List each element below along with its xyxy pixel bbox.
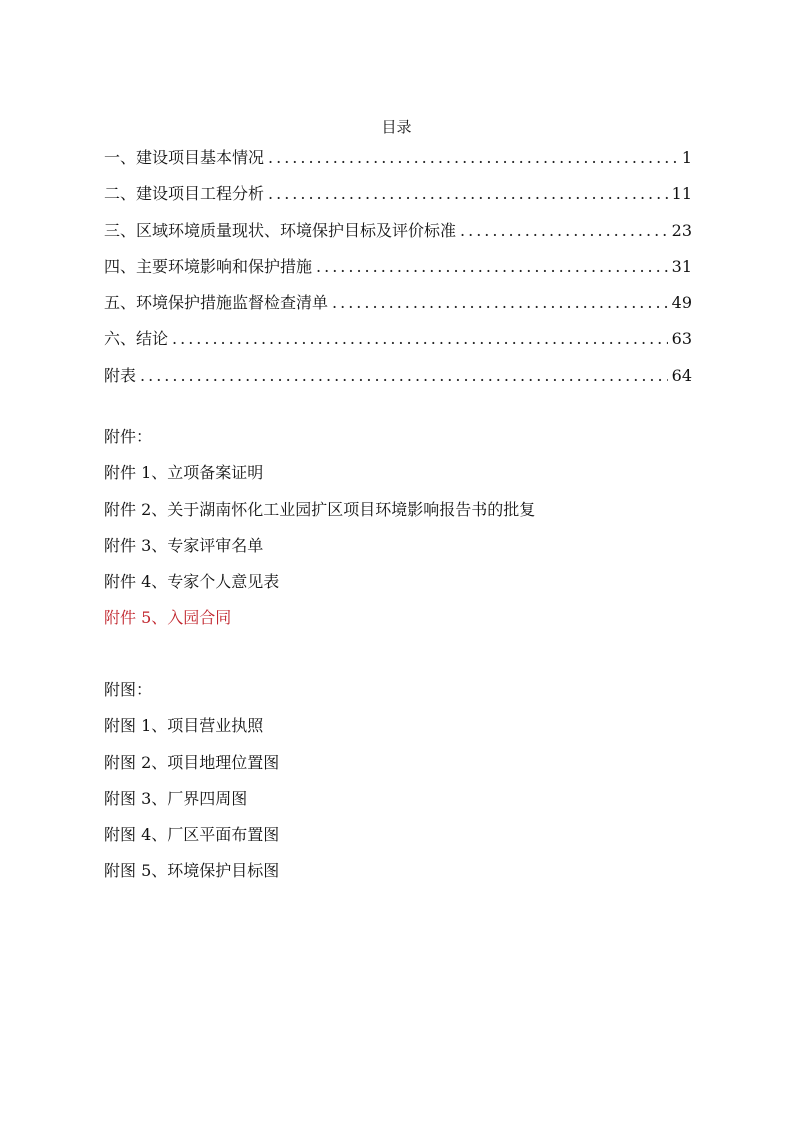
figure-item-4[interactable]: 附图 4、厂区平面布置图 xyxy=(104,825,280,845)
attachments-section xyxy=(104,425,704,643)
figures-section xyxy=(104,678,704,896)
toc-entry-7[interactable] xyxy=(104,364,692,400)
toc-entry-page: 31 xyxy=(671,256,692,276)
toc-entry-page: 63 xyxy=(671,329,692,349)
toc-entry-page: 23 xyxy=(671,220,692,240)
attachment-item-4[interactable]: 附件 4、专家个人意见表 xyxy=(104,572,280,592)
dot-leader xyxy=(268,182,668,206)
toc-entry-label: 六、结论 xyxy=(104,329,169,349)
toc-entry-page: 49 xyxy=(671,293,692,313)
toc-entry-3[interactable] xyxy=(104,219,692,255)
toc-entry-label: 五、环境保护措施监督检查清单 xyxy=(104,293,329,313)
attachments-heading: 附件： xyxy=(104,427,153,446)
toc-entry-page: 1 xyxy=(681,148,692,167)
figures-heading: 附图： xyxy=(104,680,153,699)
toc-entry-2[interactable] xyxy=(104,182,692,218)
toc-entry-1[interactable] xyxy=(104,146,692,182)
table-of-contents xyxy=(104,146,692,400)
attachment-item-1[interactable]: 附件 1、立项备案证明 xyxy=(104,463,264,483)
toc-entry-label: 附表 xyxy=(104,365,137,385)
toc-entry-4[interactable] xyxy=(104,255,692,291)
figure-item-2[interactable]: 附图 2、项目地理位置图 xyxy=(104,752,280,772)
toc-entry-5[interactable] xyxy=(104,291,692,327)
attachment-item-2[interactable]: 附件 2、关于湖南怀化工业园扩区项目环境影响报告书的批复 xyxy=(104,499,536,519)
toc-entry-page: 11 xyxy=(671,184,692,204)
dot-leader xyxy=(172,327,668,351)
dot-leader xyxy=(268,146,678,170)
figure-item-5[interactable]: 附图 5、环境保护目标图 xyxy=(104,861,280,881)
toc-title: 目录 xyxy=(381,118,412,136)
dot-leader xyxy=(316,255,668,279)
toc-entry-label: 二、建设项目工程分析 xyxy=(104,184,265,204)
attachment-item-5[interactable]: 附件 5、入园合同 xyxy=(104,608,232,628)
attachment-item-3[interactable]: 附件 3、专家评审名单 xyxy=(104,535,264,555)
figure-item-3[interactable]: 附图 3、厂界四周图 xyxy=(104,788,248,808)
toc-entry-label: 一、建设项目基本情况 xyxy=(104,148,265,167)
toc-entry-label: 三、区域环境质量现状、环境保护目标及评价标准 xyxy=(104,220,457,240)
toc-entry-6[interactable] xyxy=(104,327,692,363)
dot-leader xyxy=(332,291,668,315)
dot-leader xyxy=(140,364,668,388)
dot-leader xyxy=(460,219,668,243)
toc-entry-label: 四、主要环境影响和保护措施 xyxy=(104,256,313,276)
figure-item-1[interactable]: 附图 1、项目营业执照 xyxy=(104,716,264,736)
toc-entry-page: 64 xyxy=(671,365,692,385)
